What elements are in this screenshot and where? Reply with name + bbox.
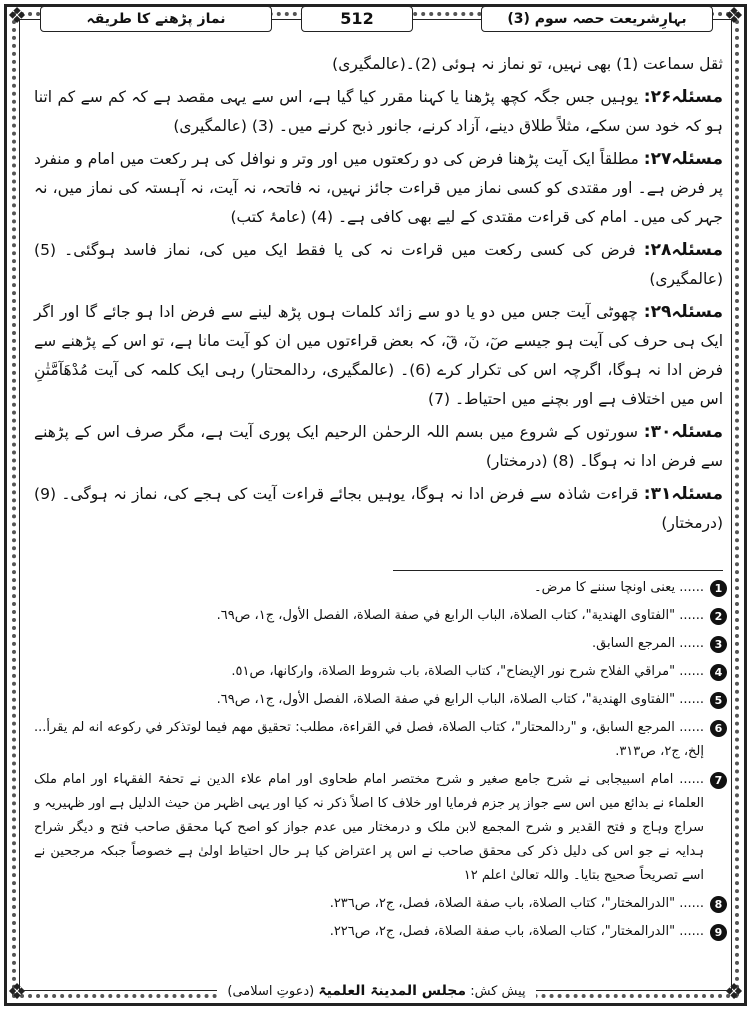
masala-29 (34, 298, 723, 414)
footnote-number: 4 (710, 664, 727, 681)
chapter-title: نماز پڑھنے کا طریقہ (40, 6, 272, 32)
footnotes (34, 576, 727, 948)
footnote (34, 688, 727, 712)
corner-ornament-icon: ❖ (724, 4, 744, 29)
masala-label: مسئلہ۳۰: (643, 422, 723, 442)
footnote (34, 632, 727, 656)
page-header (40, 4, 713, 34)
paragraph-text: مطلقاً ایک آیت پڑھنا فرض کی دو رکعتوں میں اور وتر و نوافل کی ہر رکعت میں امام و منفرد پر فرض ہے۔ اور مقتدی کو کسی نماز میں قراءت جائز نہیں، نہ فاتحہ، نہ آیت، نہ آہستہ کی نماز میں، نہ جہر کی میں۔ امام کی قراءت مقتدی کے لیے بھی کافی ہے۔ (4) (عامۂ کتب) (34, 150, 723, 226)
masala-label: مسئلہ۲۶: (643, 87, 723, 107)
page-footer (0, 980, 753, 1002)
footnote-text: ...... المرجع السابق، و "ردالمحتار"، كتاب الصلاة، فصل في القراءة، مطلب: تحقيق مهم فيما لوتذكر في ركوعه انه لم يقرأ... إلخ، ج٢، ص٣١٣. (34, 720, 704, 759)
footnote (34, 892, 727, 916)
footnote-text: ...... المرجع السابق. (592, 636, 704, 651)
footnote (34, 768, 727, 888)
paragraph-text: یوہیں جس جگہ کچھ پڑھنا یا کہنا مقرر کیا گیا ہے، اس سے یہی مقصد ہے کہ کم سے کم اتنا ہو کہ خود سن سکے، مثلاً طلاق دینے، آزاد کرنے، جانور ذبح کرنے میں۔ (3) (عالمگیری) (34, 88, 723, 135)
page-number: 512 (301, 6, 413, 32)
corner-ornament-icon: ❖ (724, 980, 744, 1005)
footnote (34, 716, 727, 764)
masala-28 (34, 236, 723, 294)
footnote-text: ...... "مراقي الفلاح شرح نور الإيضاح"، كتاب الصلاة، باب شروط الصلاة، واركانها، ص٥١. (231, 664, 704, 679)
footnote-text: ...... یعنی اونچا سننے کا مرض۔ (534, 580, 704, 595)
paragraph (34, 50, 723, 79)
masala-27 (34, 145, 723, 232)
footnote-number: 1 (710, 580, 727, 597)
paragraph-text: سورتوں کے شروع میں بسم اللہ الرحمٰن الرحیم ایک پوری آیت ہے، مگر صرف اس کے پڑھنے سے فرض ادا نہ ہوگا۔ (8) (درمختار) (34, 423, 723, 470)
footnote-text: ...... "الفتاوى الهندية"، كتاب الصلاة، الباب الرابع في صفة الصلاة، الفصل الأول، ج١، ص٦٩. (216, 608, 704, 623)
footnote-number: 6 (710, 720, 727, 737)
footnote-number: 7 (710, 772, 727, 789)
paragraph-text: ثقل سماعت (1) بھی نہیں، تو نماز نہ ہوئی (2)۔(عالمگیری) (332, 55, 723, 73)
masala-label: مسئلہ۳۱: (643, 484, 723, 504)
masala-26 (34, 83, 723, 141)
footnote-number: 5 (710, 692, 727, 709)
publisher-org: (دعوتِ اسلامی) (227, 984, 315, 999)
footnote (34, 920, 727, 944)
publisher-name: مجلس المدینۃ العلمیۃ (318, 983, 467, 999)
footnote (34, 576, 727, 600)
masala-31 (34, 480, 723, 538)
corner-ornament-icon: ❖ (7, 4, 27, 29)
corner-ornament-icon: ❖ (7, 980, 27, 1005)
publisher-credit (217, 980, 535, 1003)
footnote-number: 2 (710, 608, 727, 625)
footnote-text: ...... "الدرالمختار"، كتاب الصلاة، باب صفة الصلاة، فصل، ج٢، ص٢٣٦. (329, 896, 704, 911)
footer-prefix: پیش کش: (470, 984, 526, 999)
footnote (34, 660, 727, 684)
footnote-number: 8 (710, 896, 727, 913)
main-text (34, 50, 723, 542)
footnote-number: 9 (710, 924, 727, 941)
masala-label: مسئلہ۲۹: (643, 302, 723, 322)
paragraph-text: فرض کی کسی رکعت میں قراءت نہ کی یا فقط ایک میں کی، نماز فاسد ہوگئی۔ (5) (عالمگیری) (34, 241, 723, 288)
paragraph-text: قراءت شاذہ سے فرض ادا نہ ہوگا، یوہیں بجائے قراءت آیت کی ہجے کی، نماز نہ ہوگی۔ (9) (درمختار) (34, 485, 723, 532)
paragraph-text: چھوٹی آیت جس میں دو یا دو سے زائد کلمات ہوں پڑھ لینے سے فرض ادا ہو جائے گا اور اگر ایک ہی حرف کی آیت ہو جیسے صٓ، نٓ، قٓ، کہ بعض قراءتوں میں ان کو آیت مانا ہے، تو اس کے پڑھنے سے فرض ادا نہ ہوگا، اگرچہ اس کی تکرار کرے (6)۔ (عالمگیری، ردالمحتار) رہی ایک کلمہ کی آیت مُدْهَآمَّتٰنِ اس میں اختلاف ہے اور بچنے میں احتیاط۔ (7) (34, 303, 723, 408)
footnote-text: ...... "الفتاوى الهندية"، كتاب الصلاة، الباب الرابع في صفة الصلاة، الفصل الأول، ج١، ص٦٩. (216, 692, 704, 707)
masala-label: مسئلہ۲۷: (643, 149, 723, 169)
masala-label: مسئلہ۲۸: (643, 240, 723, 260)
footnote-text: ...... "الدرالمختار"، كتاب الصلاة، باب صفة الصلاة، فصل، ج٢، ص٢٢٦. (329, 924, 704, 939)
footnote-text: ...... امام اسبیجابی نے شرح جامع صغیر و شرح مختصر امام طحاوی اور امام علاء الدین نے تحفۃ الفقہاء اور امام ملک العلماء نے بدائع میں اس سے جواز پر جزم فرمایا اور خلاف کا اصلاً ذکر نہ کیا اور یہی اظہر من حیث الدلیل ہے اور ظہیریہ و سراج وہاج و فتح القدیر و شرح المجمع لابن ملک و درمختار میں عدم جواز کو اصح کہا محقق صاحب فتح و دیگر شراح ہدایہ نے جو اس کی دلیل ذکر کی محقق صاحب نے اس پر اعتراض کیا ہر حال احتیاط اولیٰ ہے خصوصاً جبکہ مرجحین نے اسے تصریحاً صحیح بتایا۔ واللہ تعالیٰ اعلم ۱۲ (34, 772, 704, 883)
masala-30 (34, 418, 723, 476)
book-title: بہارِشریعت حصہ سوم (3) (481, 6, 713, 32)
footnote-separator (393, 570, 723, 571)
footnote-number: 3 (710, 636, 727, 653)
footnote (34, 604, 727, 628)
